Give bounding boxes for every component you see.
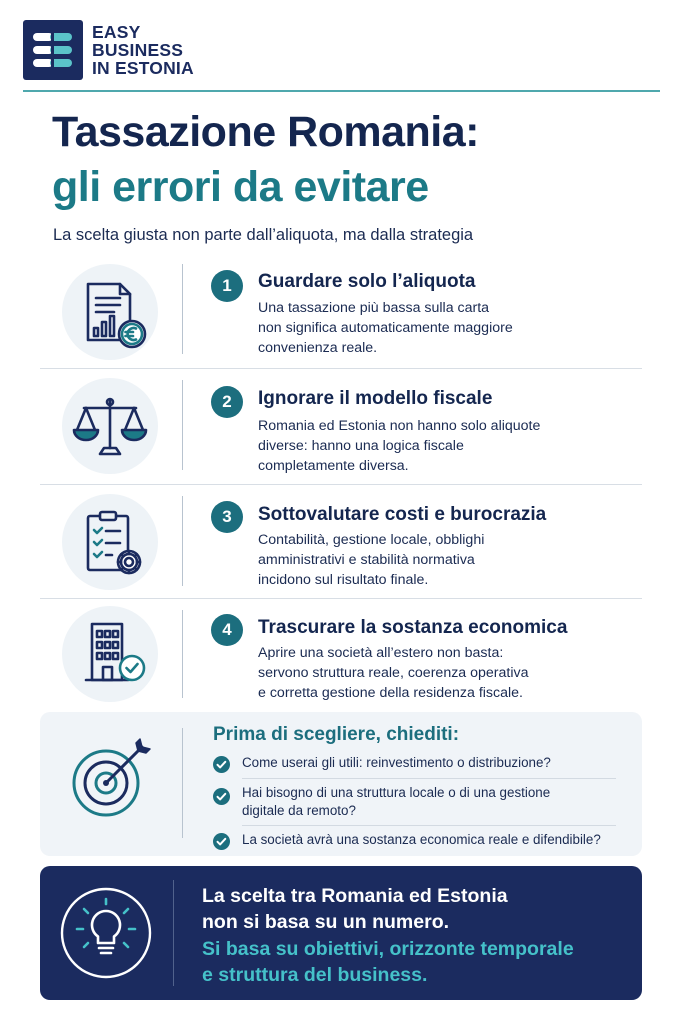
check-circle-icon <box>213 788 230 805</box>
item-number-badge: 4 <box>211 614 243 646</box>
check-circle-icon <box>213 756 230 773</box>
item-description: Contabilità, gestione locale, obblighi amministrativi e stabilità normativa incidono sul risultato finale. <box>258 532 485 588</box>
item-separator <box>40 368 642 369</box>
item-number-badge: 3 <box>211 501 243 533</box>
brand-line-2: BUSINESS <box>92 40 184 60</box>
conclusion-line-3: Si basa su obiettivi, orizzonte temporale <box>202 938 574 960</box>
question-separator <box>242 825 616 826</box>
item-title: Sottovalutare costi e burocrazia <box>258 504 547 525</box>
brand-line-1: EASY <box>92 22 141 42</box>
item-divider <box>182 496 183 586</box>
page-title-line-1: Tassazione Romania: <box>52 108 479 156</box>
target-arrow-icon <box>62 731 158 832</box>
brand-name <box>92 23 194 77</box>
questions-panel: Prima di scegliere, chiediti: Come userai gli utili: reinvestimento o distribuzione? Hai bisogno di una struttura locale o di una gestione digitale da remoto? La società avrà una sostanza economica reale e difendibile? <box>40 712 642 856</box>
conclusion-line-2: non si basa su un numero. <box>202 911 450 933</box>
item-title: Ignorare il modello fiscale <box>258 388 493 409</box>
conclusion-banner <box>40 866 642 1000</box>
error-item-1 <box>40 258 642 366</box>
item-separator <box>40 484 642 485</box>
error-item-2 <box>40 374 642 482</box>
item-divider <box>182 264 183 354</box>
report-euro-icon <box>62 264 158 360</box>
item-description: Romania ed Estonia non hanno solo aliquote diverse: hanno una logica fiscale completamente diversa. <box>258 418 541 474</box>
lightbulb-icon <box>58 883 154 984</box>
item-description: Una tassazione più bassa sulla carta non significa automaticamente maggiore convenienza reale. <box>258 300 513 356</box>
item-divider <box>182 380 183 470</box>
panel-divider <box>182 728 183 838</box>
conclusion-line-4: e struttura del business. <box>202 964 428 986</box>
brand-line-3: IN ESTONIA <box>92 58 194 78</box>
item-title: Trascurare la sostanza economica <box>258 617 568 638</box>
error-item-4 <box>40 604 642 708</box>
checklist-gear-icon <box>62 494 158 590</box>
item-description: Aprire una società all’estero non basta: servono struttura reale, coerenza operativa e corretta gestione della residenza fiscale. <box>258 645 529 701</box>
page-subtitle: La scelta giusta non parte dall’aliquota, ma dalla strategia <box>53 226 474 244</box>
brand-logo <box>23 20 194 80</box>
questions-title: Prima di scegliere, chiediti: <box>213 724 460 745</box>
item-number-badge: 2 <box>211 386 243 418</box>
eb-monogram-icon <box>23 20 83 80</box>
page-title-line-2: gli errori da evitare <box>52 163 429 211</box>
item-title: Guardare solo l’aliquota <box>258 271 476 292</box>
balance-scale-icon <box>62 378 158 474</box>
conclusion-line-1: La scelta tra Romania ed Estonia <box>202 885 508 907</box>
check-circle-icon <box>213 833 230 850</box>
item-separator <box>40 598 642 599</box>
item-number-badge: 1 <box>211 270 243 302</box>
error-item-3 <box>40 490 642 598</box>
header-divider <box>23 90 660 92</box>
item-divider <box>182 610 183 698</box>
building-check-icon <box>62 606 158 702</box>
question-separator <box>242 778 616 779</box>
banner-divider <box>173 880 174 986</box>
